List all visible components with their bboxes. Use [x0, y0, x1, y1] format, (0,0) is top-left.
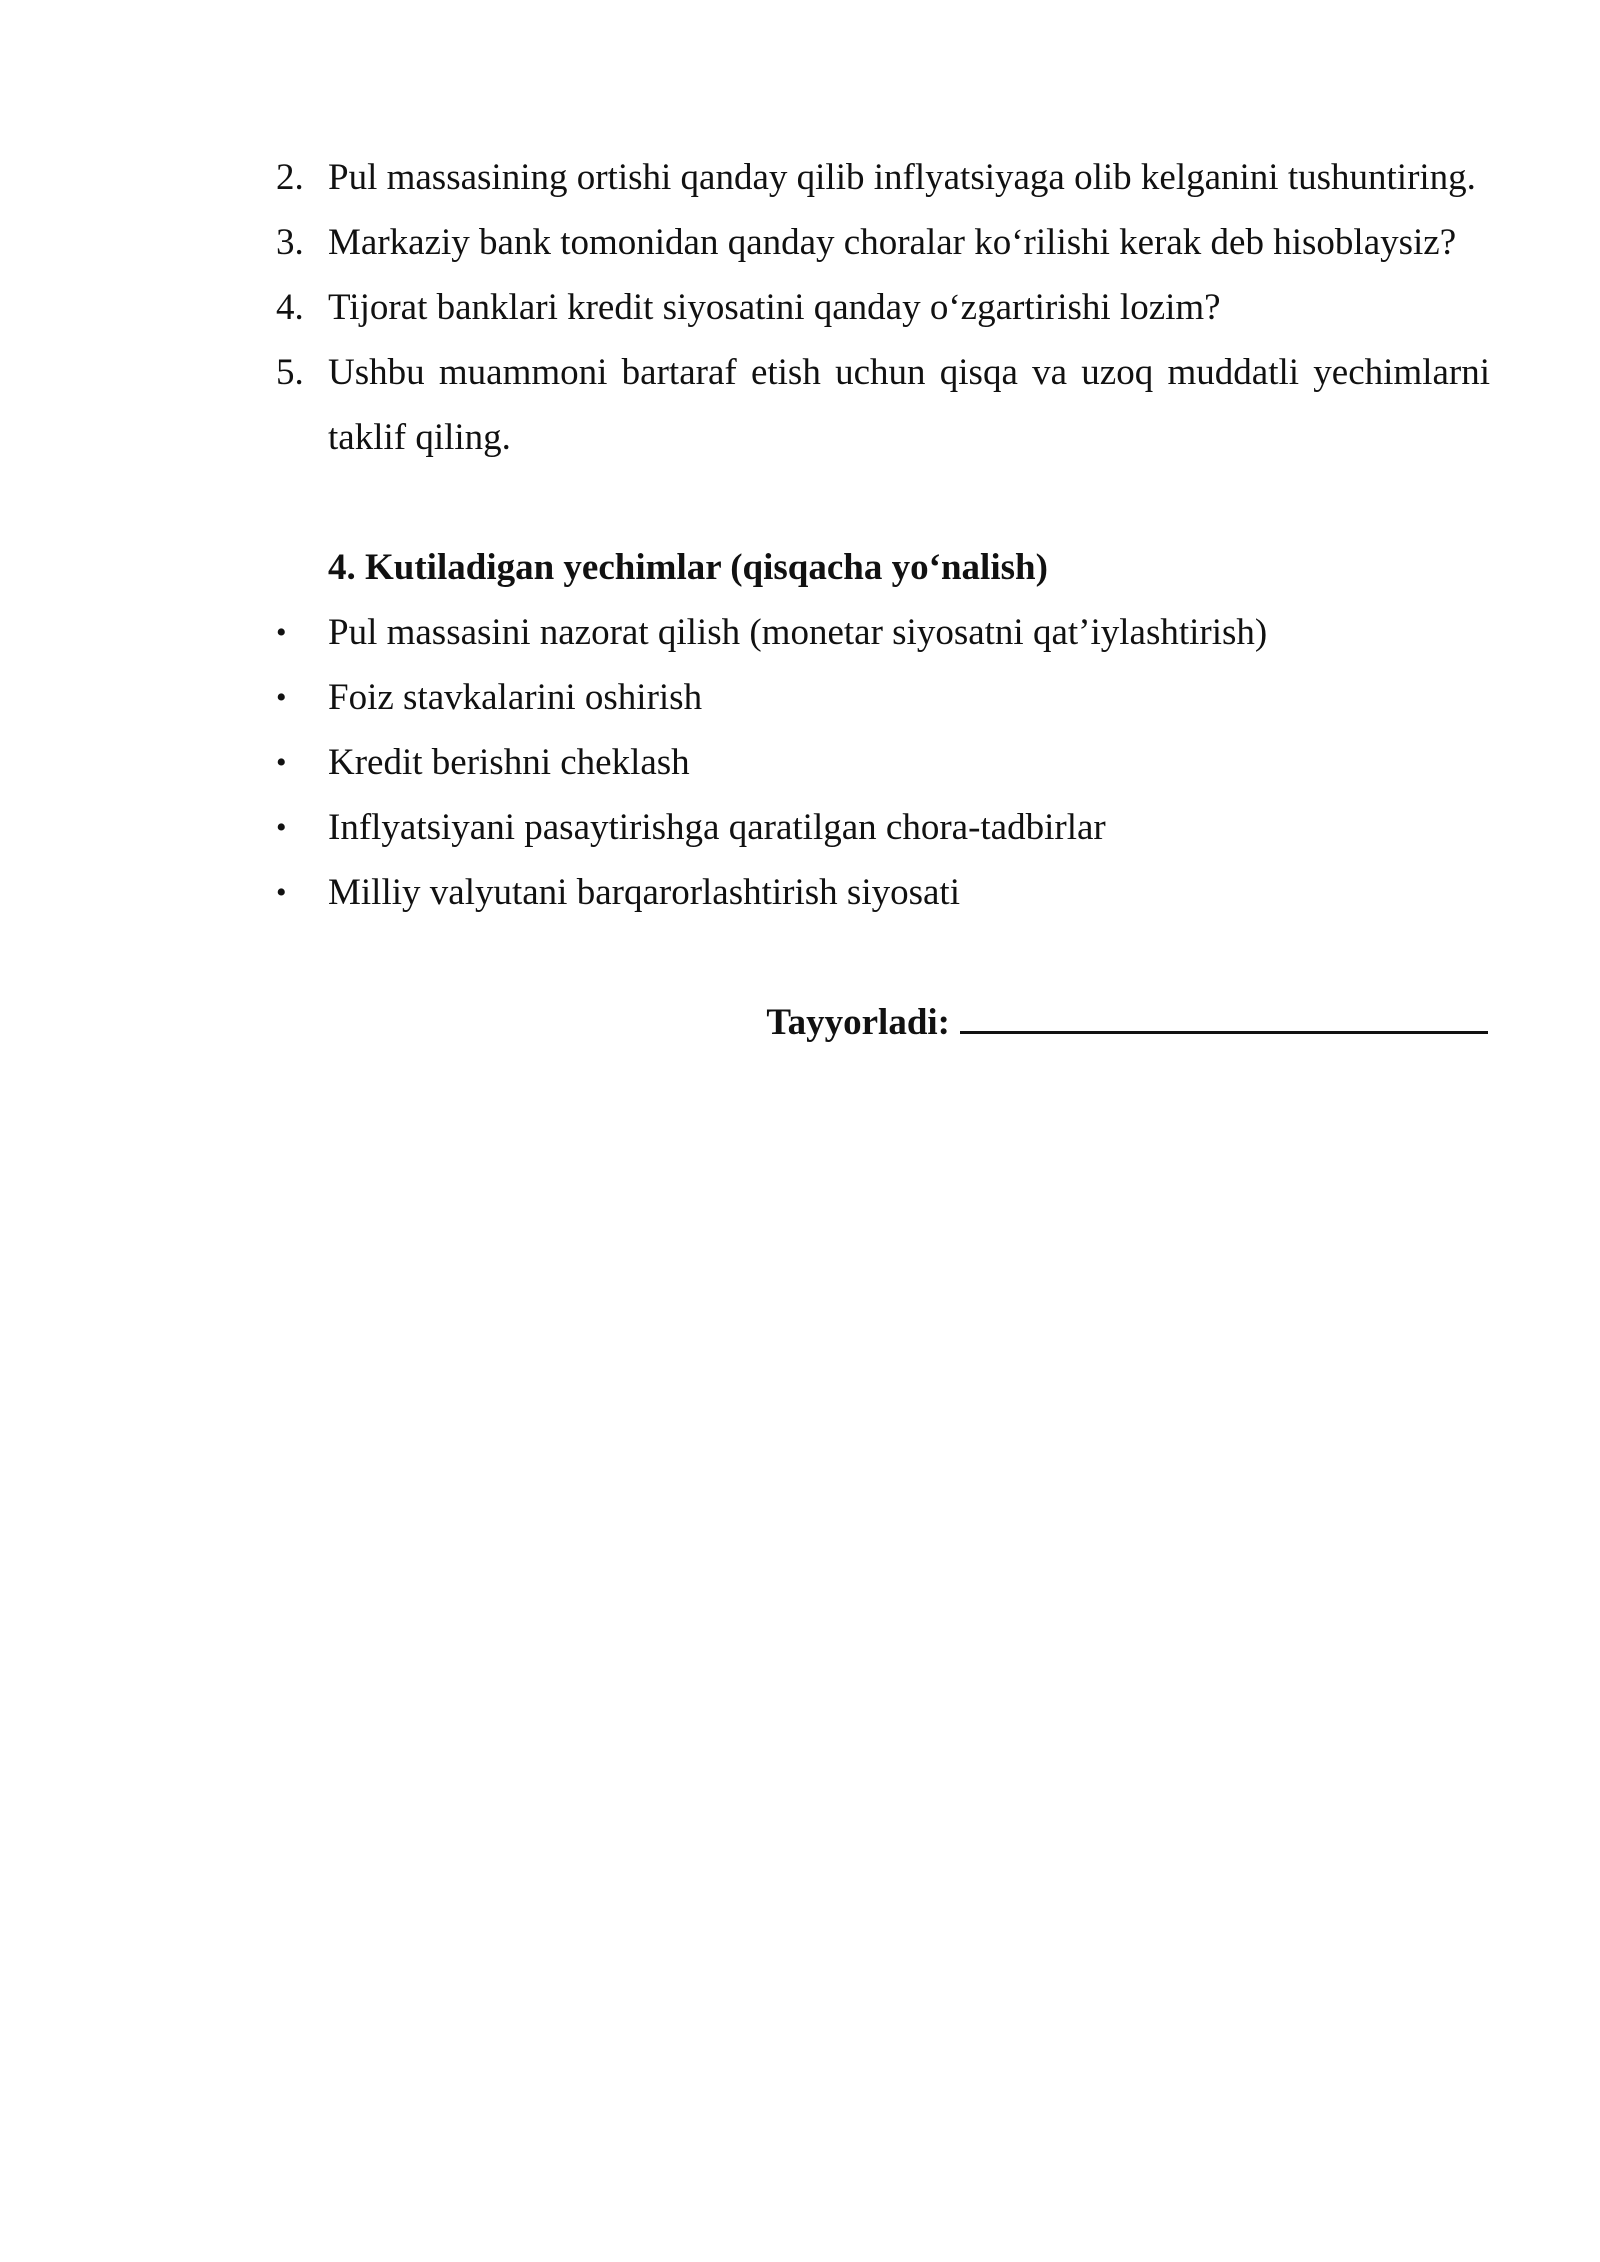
page-content: [276, 145, 1490, 1055]
paragraph-spacer: [276, 925, 1490, 990]
questions-list: [276, 145, 1490, 470]
section-heading: 4. Kutiladigan yechimlar (qisqacha yo‘nalish): [328, 547, 1048, 588]
bullet-icon: •: [276, 681, 287, 714]
question-item: [276, 210, 1490, 275]
solution-text: Milliy valyutani barqarorlashtirish siyosati: [328, 872, 960, 913]
bullet-icon: •: [276, 616, 287, 649]
question-item: [276, 340, 1490, 470]
solution-text: Kredit berishni cheklash: [328, 742, 690, 783]
question-number: 5.: [276, 352, 304, 393]
solution-item: [276, 860, 1490, 925]
question-number: 3.: [276, 222, 304, 263]
question-number: 4.: [276, 287, 304, 328]
solution-item: [276, 665, 1490, 730]
question-item: [276, 145, 1490, 210]
question-number: 2.: [276, 157, 304, 198]
solution-text: Foiz stavkalarini oshirish: [328, 677, 703, 718]
signature-label: Tayyorladi:: [766, 1002, 950, 1043]
question-text: Ushbu muammoni bartaraf etish uchun qisqa va uzoq muddatli yechimlarni taklif qiling.: [328, 352, 1490, 458]
question-item: [276, 275, 1490, 340]
solution-item: [276, 795, 1490, 860]
bullet-icon: •: [276, 876, 287, 909]
signature-line: [276, 990, 1490, 1055]
bullet-icon: •: [276, 746, 287, 779]
question-text: Markaziy bank tomonidan qanday choralar ko‘rilishi kerak deb hisoblaysiz?: [328, 222, 1457, 263]
paragraph-spacer: [276, 470, 1490, 535]
solution-item: [276, 600, 1490, 665]
solution-text: Pul massasini nazorat qilish (monetar siyosatni qat’iylashtirish): [328, 612, 1268, 653]
question-text: Tijorat banklari kredit siyosatini qanday o‘zgartirishi lozim?: [328, 287, 1221, 328]
question-text: Pul massasining ortishi qanday qilib inflyatsiyaga olib kelganini tushuntiring.: [328, 157, 1476, 198]
signature-blank: [960, 1001, 1488, 1034]
bullet-icon: •: [276, 811, 287, 844]
solution-text: Inflyatsiyani pasaytirishga qaratilgan chora-tadbirlar: [328, 807, 1106, 848]
solutions-list: [276, 600, 1490, 925]
solution-item: [276, 730, 1490, 795]
